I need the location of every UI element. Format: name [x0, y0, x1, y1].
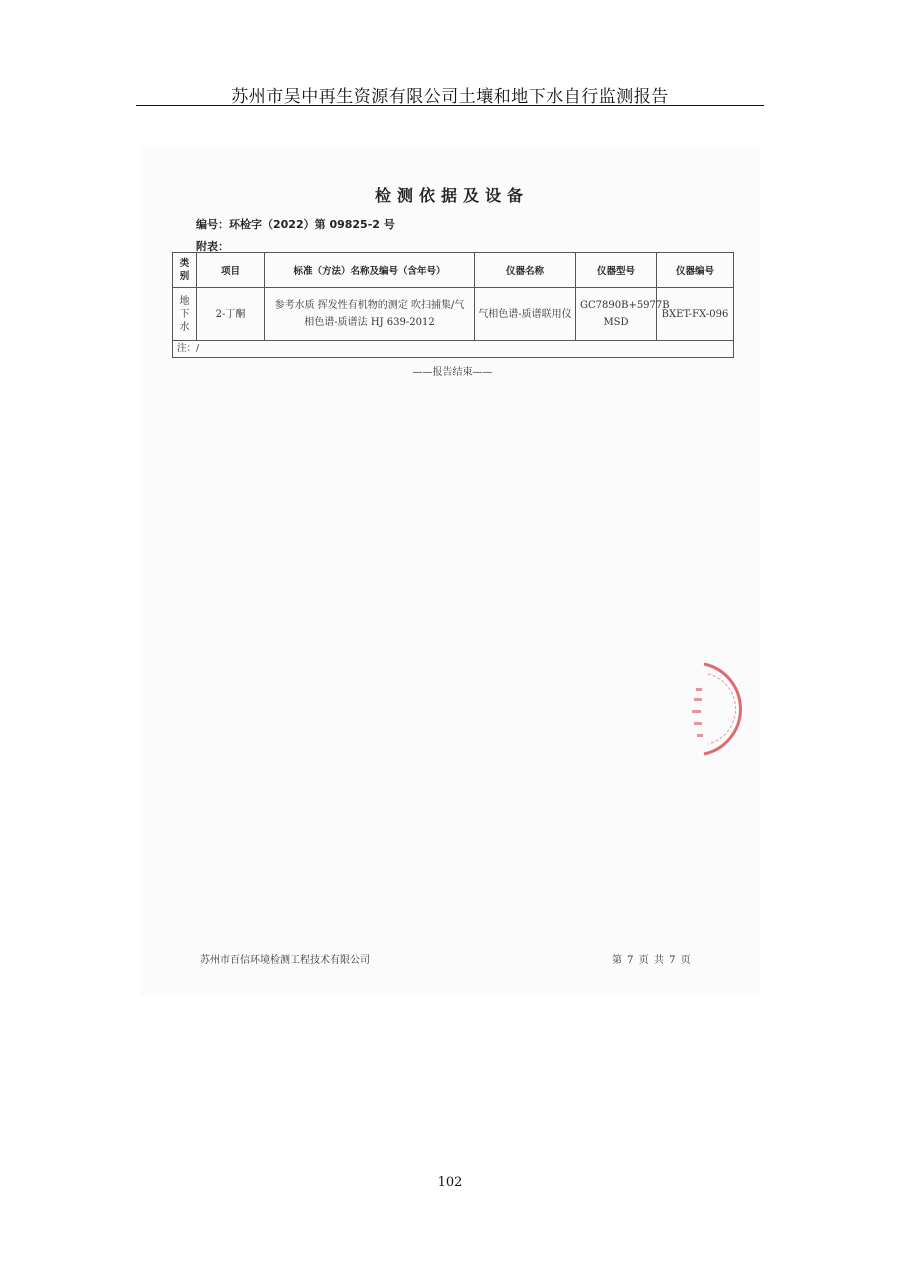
report-number: 编号：环检字（2022）第 09825-2 号: [196, 218, 395, 231]
cell-instrument-name: 气相色谱-质谱联用仪: [475, 288, 576, 341]
header-category: 类别: [173, 253, 197, 288]
equipment-table: [172, 252, 734, 358]
cell-instrument-no: BXET-FX-096: [657, 288, 734, 341]
header-standard: 标准（方法）名称及编号（含年号）: [265, 253, 475, 288]
table-note-row: [173, 341, 734, 358]
report-end-mark: ——报告结束——: [412, 367, 493, 378]
cell-category: 地下水: [173, 288, 197, 341]
header-item: 项目: [197, 253, 265, 288]
header-instrument-name: 仪器名称: [475, 253, 576, 288]
cell-instrument-model: GC7890B+5977B MSD: [576, 288, 657, 341]
footer-page-info: 第 7 页 共 7 页: [612, 955, 692, 966]
header-rule: [136, 105, 764, 106]
document-title: 检测依据及设备: [374, 186, 529, 205]
header-instrument-model: 仪器型号: [576, 253, 657, 288]
cell-standard: 参考水质 挥发性有机物的测定 吹扫捕集/气相色谱-质谱法 HJ 639-2012: [265, 288, 475, 341]
footer-company: 苏州市百信环境检测工程技术有限公司: [200, 955, 370, 966]
cell-item: 2-丁酮: [197, 288, 265, 341]
page-number: 102: [437, 1175, 463, 1190]
running-header: 苏州市吴中再生资源有限公司土壤和地下水自行监测报告: [231, 87, 669, 107]
table-note: 注：/: [173, 341, 734, 358]
appendix-label: 附表：: [196, 240, 229, 253]
header-instrument-no: 仪器编号: [657, 253, 734, 288]
company-seal-icon: [664, 660, 760, 758]
table-row: [173, 288, 734, 341]
table-header-row: [173, 253, 734, 288]
